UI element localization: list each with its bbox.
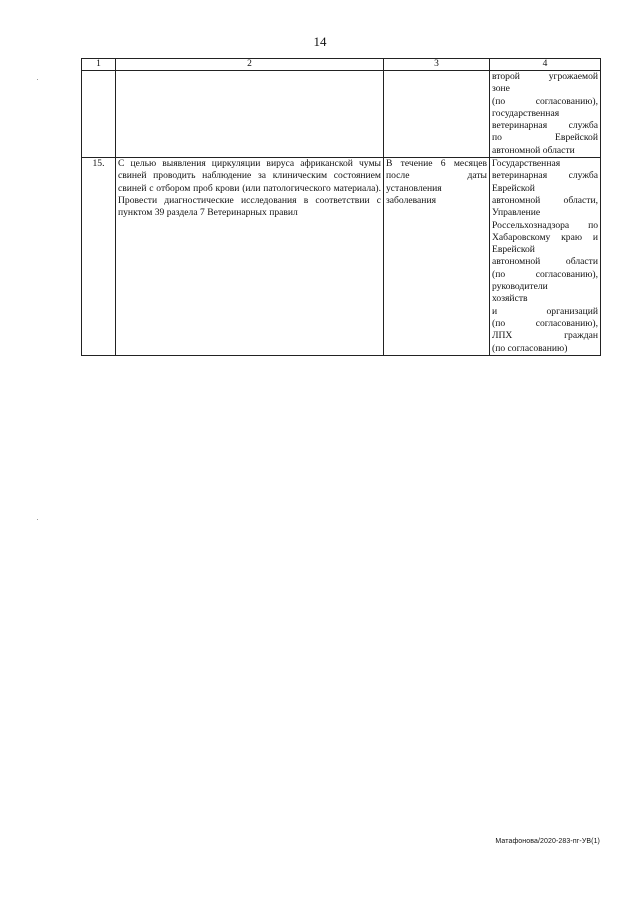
header-col-2: 2 [116,59,384,71]
responsible-cell [490,71,601,158]
table-row-15 [82,158,601,356]
responsible-line: автономной области, [492,194,598,206]
responsible-line: второй угрожаемой [492,71,598,82]
responsible-line: Управление [492,207,541,219]
responsible-line: (по согласованию), [492,317,598,329]
responsible-line: Россельхознадзора по [492,219,598,231]
responsible-line: (по согласованию), [492,268,598,280]
header-col-4: 4 [490,59,601,71]
scan-mark [37,519,38,520]
responsible-line: и организаций [492,305,598,317]
responsible-line: Еврейской [492,182,535,194]
responsible-line: ЛПХ граждан [492,330,598,342]
responsible-line: Еврейской [492,244,535,256]
responsible-line: автономной области [492,144,575,156]
responsible-line: государственная [492,107,560,119]
responsible-line: по Еврейской [492,132,598,144]
responsible-line: автономной области [492,256,598,268]
page-number: 14 [313,34,327,49]
responsible-line: ветеринарная служба [492,120,598,132]
responsible-line: руководители [492,281,548,293]
responsible-line: (по согласованию), [492,95,598,107]
document-code: Матафонова/2020-283-пг-УВ(1) [495,838,600,845]
responsible-line: Государственная [492,158,561,170]
row-number [82,71,116,158]
responsible-line: (по согласованию) [492,342,568,354]
responsible-line: ветеринарная служба [492,170,598,182]
deadline-cell [384,71,490,158]
row-number: 15. [82,158,116,356]
responsible-line: хозяйств [492,293,528,305]
scan-mark [37,79,38,80]
header-col-3: 3 [384,59,490,71]
table-header-row [82,59,601,71]
deadline-cell: В течение 6 месяцев после даты установления заболевания [384,158,490,356]
measure-cell [116,71,384,158]
header-col-1: 1 [82,59,116,71]
measures-table [81,58,601,356]
measure-cell: С целью выявления циркуляции вируса африканской чумы свиней проводить наблюдение за клиническим состоянием свиней с отбором проб крови (или патологического материала). Провести диагностические исследования в соответствии с пунктом 39 раздела 7 Ветеринарных правил [116,158,384,356]
table-row-continuation [82,71,601,158]
responsible-cell [490,158,601,356]
responsible-line: зоне [492,83,510,95]
responsible-line: Хабаровскому краю и [492,231,598,243]
